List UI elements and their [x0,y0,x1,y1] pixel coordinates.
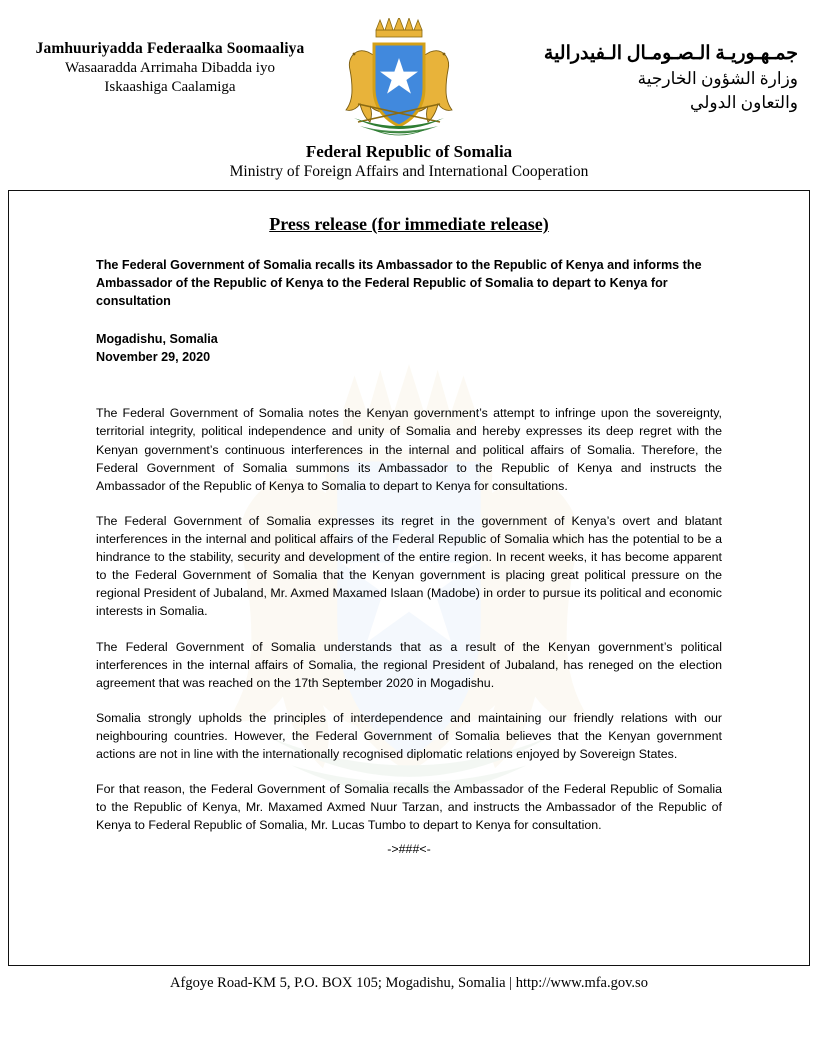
press-release-title: Press release (for immediate release) [269,214,549,234]
somalia-coat-of-arms-icon [324,18,474,148]
body-paragraph: The Federal Government of Somalia expresses its regret in the government of Kenya’s overt and blatant interferences in the internal and political affairs of the Federal Republic of Somalia which has the potential to be a hindrance to the stability, security and development of the entire region. In recent weeks, it has become apparent to the Federal Government of Somalia that the Kenyan government is placing great political pressure on the regional President of Jubaland, Mr. Axmed Maxamed Islaan (Madobe) in order to pursue its political and economic interests in Somalia. [96,513,722,619]
letterhead-header [0,0,818,180]
somali-ministry-line-2: Iskaashiga Caalamiga [104,79,236,95]
somali-ministry-line-1: Wasaaradda Arrimaha Dibadda iyo [65,60,275,76]
arabic-country-name: جمـهـوريـة الـصـومـال الـفيدرالية [543,43,798,64]
body-paragraph: The Federal Government of Somalia understands that as a result of the Kenyan government’s political interferences in the internal affairs of Somalia, the regional President of Jubaland, has reneged on the election agreement that was reached on the 17th September 2020 in Mogadishu. [96,639,722,690]
body-paragraph: The Federal Government of Somalia notes the Kenyan government’s attempt to infringe upon the sovereignty, territorial integrity, political independence and unity of Somalia and hereby expresses its deep regret with the Kenyan government’s continuous interferences in the internal and political affairs of Somalia. Therefore, the Federal Government of Somalia summons its Ambassador to the Republic of Kenya and instructs the Ambassador of the Republic of Kenya to Somalia to depart to Kenya for consultations. [96,406,722,493]
arabic-ministry-line-2: والتعاون الدولي [690,93,798,112]
press-release-headline: The Federal Government of Somalia recalls its Ambassador to the Republic of Kenya and informs the Ambassador of the Republic of Kenya to the Federal Republic of Somalia to depart to Kenya for consultation [96,258,702,308]
dateline [96,331,722,367]
dateline-date: November 29, 2020 [96,349,211,364]
frame-bottom-rule [8,965,810,966]
end-mark: ->###<- [387,841,431,856]
somali-country-name: Jamhuuriyadda Federaalka Soomaaliya [35,40,305,57]
arabic-ministry-line-1: وزارة الشؤون الخارجية [637,69,798,88]
english-ministry-name: Ministry of Foreign Affairs and International Cooperation [229,163,589,180]
header-arabic-block [478,18,798,113]
body-paragraph: Somalia strongly upholds the principles of interdependence and maintaining our friendly relations with our neighbouring countries. However, the Federal Government of Somalia believes that the Kenyan government actions are not in line with the internationally recognised diplomatic relations enjoyed by Sovereign States. [96,710,722,762]
document-body [8,196,810,965]
header-somali-block [20,18,320,96]
body-paragraph: For that reason, the Federal Government of Somalia recalls the Ambassador of the Federal Republic of Somalia to the Republic of Kenya, Mr. Maxamed Axmed Nuur Tarzan, and instructs the Ambassador of the Republic of Kenya to Federal Republic of Somalia, Mr. Lucas Tumbo to depart to Kenya for consultation. [96,782,722,833]
english-country-name: Federal Republic of Somalia [305,142,513,161]
frame-top-rule [8,190,810,191]
footer-address: Afgoye Road-KM 5, P.O. BOX 105; Mogadishu, Somalia | http://www.mfa.gov.so [170,975,648,991]
dateline-place: Mogadishu, Somalia [96,331,218,346]
